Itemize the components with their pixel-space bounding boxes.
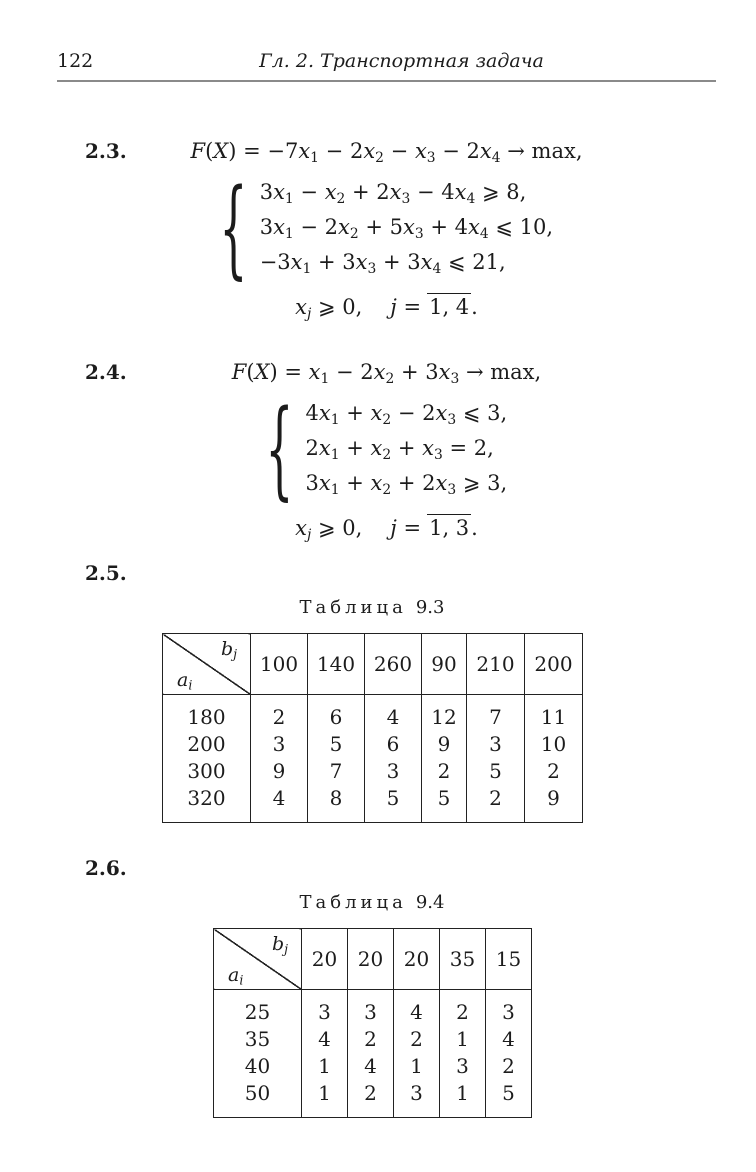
constraint-list (260, 175, 553, 280)
cost-value: 2 (440, 990, 486, 1026)
table-row (214, 1052, 532, 1079)
cost-value: 3 (467, 730, 525, 757)
cost-value: 7 (308, 757, 365, 784)
cost-value: 2 (394, 1025, 440, 1052)
supply-value: 300 (163, 757, 251, 784)
cost-value: 6 (365, 730, 422, 757)
cost-value: 3 (394, 1079, 440, 1118)
cost-value: 5 (422, 784, 467, 823)
table-row (163, 784, 583, 823)
constraint-line: $2x_1 + x_2 + x_3 = 2$, (305, 436, 494, 463)
index-range-overline: 1, 4 (429, 295, 470, 319)
cost-value: 1 (302, 1079, 348, 1118)
cost-value: 11 (525, 695, 583, 731)
nonnegativity-condition: $x_j$ ⩾ 0, j = 1, 4. (295, 295, 478, 322)
chapter-title: Гл. 2. Транспортная задача (259, 50, 544, 72)
cost-value: 5 (308, 730, 365, 757)
table-row (214, 990, 532, 1026)
cost-value: 9 (251, 757, 308, 784)
demand-value: 260 (365, 634, 422, 695)
header-row (163, 634, 583, 695)
demand-value: 20 (302, 929, 348, 990)
problem-label: 2.5. (85, 561, 127, 585)
cost-value: 6 (308, 695, 365, 731)
demand-value: 15 (486, 929, 532, 990)
cost-value: 3 (365, 757, 422, 784)
cost-value: 1 (394, 1052, 440, 1079)
page-content (57, 139, 716, 1118)
cost-value: 2 (486, 1052, 532, 1079)
cost-value: 2 (422, 757, 467, 784)
corner-cell (163, 634, 251, 695)
constraint-line: $3x_1 - 2x_2 + 5x_3 + 4x_4$ ⩽ 10, (259, 215, 554, 242)
cost-table-9-3 (162, 633, 583, 823)
constraint-system (57, 386, 716, 511)
cost-value: 1 (302, 1052, 348, 1079)
supply-symbol: $a_i$ (177, 669, 193, 693)
supply-value: 180 (163, 695, 251, 731)
cost-value: 4 (251, 784, 308, 823)
cost-value: 3 (440, 1052, 486, 1079)
cost-value: 4 (486, 1025, 532, 1052)
constraint-system (57, 165, 716, 290)
cost-value: 7 (467, 695, 525, 731)
cost-value: 4 (365, 695, 422, 731)
cost-value: 3 (302, 990, 348, 1026)
demand-value: 100 (251, 634, 308, 695)
supply-value: 200 (163, 730, 251, 757)
cost-table-9-4 (213, 928, 532, 1118)
demand-symbol: $b_j$ (271, 933, 288, 957)
supply-value: 25 (214, 990, 302, 1026)
supply-value: 320 (163, 784, 251, 823)
cost-value: 2 (348, 1079, 394, 1118)
problem-label: 2.3. (85, 139, 127, 163)
demand-value: 35 (440, 929, 486, 990)
demand-value: 90 (422, 634, 467, 695)
table-row (163, 730, 583, 757)
cost-value: 1 (440, 1079, 486, 1118)
table-9-4-block (213, 892, 531, 1118)
cost-value: 5 (467, 757, 525, 784)
constraint-list (306, 396, 508, 501)
demand-value: 20 (394, 929, 440, 990)
supply-value: 50 (214, 1079, 302, 1118)
cost-value: 4 (302, 1025, 348, 1052)
supply-value: 40 (214, 1052, 302, 1079)
cost-value: 5 (365, 784, 422, 823)
demand-value: 210 (467, 634, 525, 695)
cost-value: 4 (394, 990, 440, 1026)
constraint-line: $3x_1 - x_2 + 2x_3 - 4x_4$ ⩾ 8, (259, 180, 527, 207)
demand-value: 20 (348, 929, 394, 990)
table-row (214, 1025, 532, 1052)
constraint-line: $-3x_1 + 3x_3 + 3x_4$ ⩽ 21, (259, 250, 506, 277)
page-number: 122 (57, 50, 94, 72)
cost-value: 8 (308, 784, 365, 823)
table-row (163, 695, 583, 731)
cost-value: 3 (348, 990, 394, 1026)
problem-2-6 (57, 856, 716, 880)
cost-value: 4 (348, 1052, 394, 1079)
header-row (214, 929, 532, 990)
cost-value: 3 (251, 730, 308, 757)
corner-cell (214, 929, 302, 990)
cost-value: 10 (525, 730, 583, 757)
supply-symbol: $a_i$ (228, 964, 244, 988)
nonnegativity-condition: $x_j$ ⩾ 0, j = 1, 3. (295, 516, 478, 543)
table-caption: Таблица 9.4 (299, 892, 445, 913)
cost-value: 12 (422, 695, 467, 731)
index-range-overline: 1, 3 (429, 516, 470, 540)
problem-2-4 (57, 360, 716, 543)
page-header (57, 50, 716, 82)
supply-value: 35 (214, 1025, 302, 1052)
table-row (163, 757, 583, 784)
table-caption: Таблица 9.3 (299, 597, 445, 618)
objective-function: $F(X) = x_1 - 2x_2 + 3x_3 \to \max$, (231, 360, 542, 387)
cost-value: 2 (467, 784, 525, 823)
cost-value: 1 (440, 1025, 486, 1052)
problem-2-3 (57, 139, 716, 322)
constraint-line: $4x_1 + x_2 - 2x_3$ ⩽ 3, (305, 401, 508, 428)
objective-function: $F(X) = -7x_1 - 2x_2 - x_3 - 2x_4 \to \max$, (190, 139, 583, 166)
problem-2-5 (57, 561, 716, 585)
table-row (214, 1079, 532, 1118)
constraint-line: $3x_1 + x_2 + 2x_3$ ⩾ 3, (305, 471, 508, 498)
table-9-3-block (162, 597, 582, 823)
system-brace: { (219, 165, 248, 290)
problem-label: 2.6. (85, 856, 127, 880)
cost-value: 2 (251, 695, 308, 731)
cost-value: 2 (525, 757, 583, 784)
system-brace: { (265, 386, 294, 511)
demand-value: 140 (308, 634, 365, 695)
cost-value: 3 (486, 990, 532, 1026)
cost-value: 5 (486, 1079, 532, 1118)
demand-symbol: $b_j$ (220, 638, 237, 662)
demand-value: 200 (525, 634, 583, 695)
cost-value: 9 (422, 730, 467, 757)
cost-value: 2 (348, 1025, 394, 1052)
cost-value: 9 (525, 784, 583, 823)
problem-label: 2.4. (85, 360, 127, 384)
